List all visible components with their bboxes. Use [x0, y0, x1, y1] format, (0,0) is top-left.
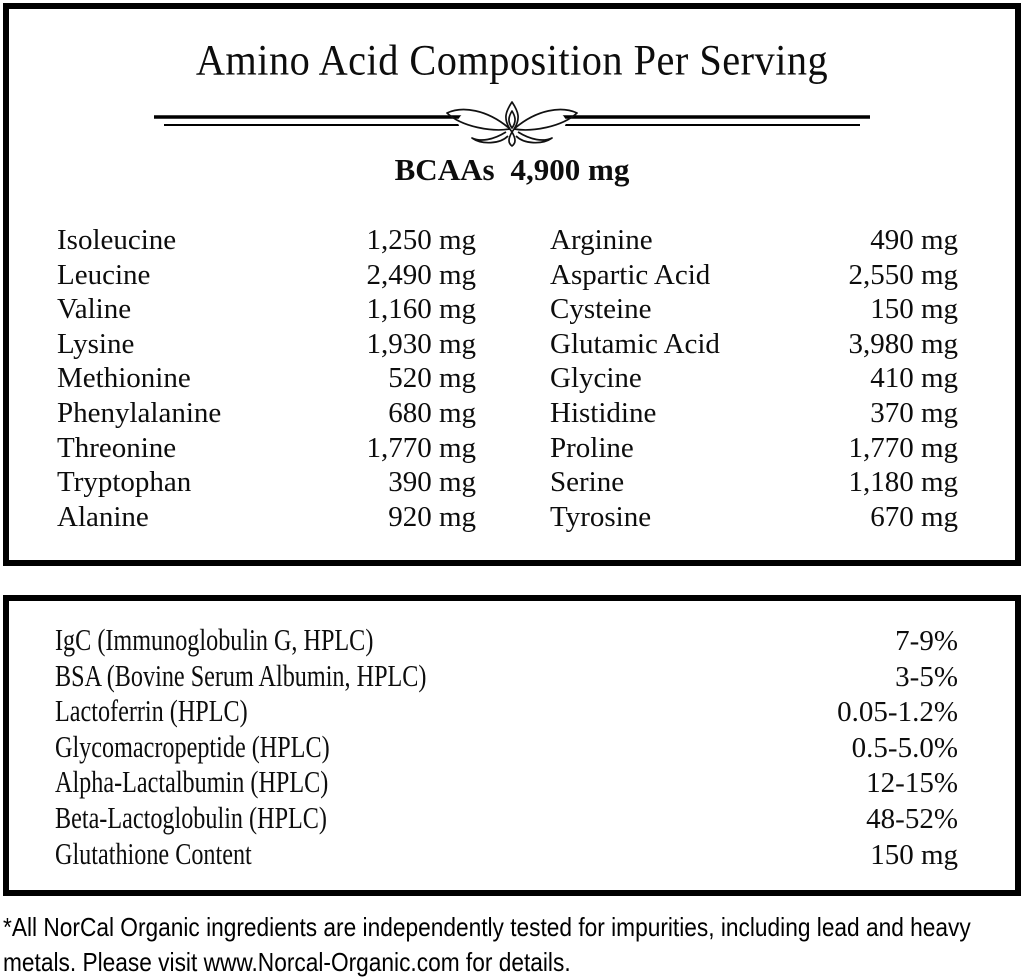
amino-value: 670 mg [870, 500, 958, 533]
amino-name: Glutamic Acid [550, 327, 720, 360]
table-row [550, 396, 958, 431]
amino-name: Isoleucine [57, 224, 177, 256]
amino-composition-panel [3, 3, 1021, 566]
table-row [55, 837, 958, 873]
fraction-value: 0.05-1.2% [837, 696, 958, 729]
amino-name: Histidine [550, 396, 657, 429]
table-row [55, 623, 958, 659]
amino-value: 410 mg [870, 362, 958, 395]
table-row [55, 730, 958, 766]
amino-value: 920 mg [388, 500, 476, 533]
amino-column-left [57, 223, 476, 534]
amino-value: 2,550 mg [848, 258, 958, 291]
amino-name: Arginine [550, 224, 653, 256]
amino-value: 1,250 mg [366, 224, 476, 256]
table-row [57, 327, 476, 362]
amino-name: Valine [57, 293, 132, 326]
fraction-value: 12-15% [866, 767, 958, 800]
amino-name: Aspartic Acid [550, 258, 711, 291]
amino-acid-table [9, 187, 1015, 534]
table-row [57, 258, 476, 293]
page-title: Amino Acid Composition Per Serving [195, 37, 829, 85]
amino-name: Serine [550, 466, 625, 499]
table-row [550, 361, 958, 396]
bcaa-total-row [9, 153, 1015, 187]
fraction-name: Beta-Lactoglobulin (HPLC) [55, 799, 327, 835]
amino-value: 370 mg [870, 396, 958, 429]
amino-name: Leucine [57, 258, 151, 291]
table-row [57, 465, 476, 500]
table-row [55, 694, 958, 730]
amino-name: Phenylalanine [57, 396, 222, 429]
amino-value: 1,930 mg [366, 327, 476, 360]
table-row [57, 500, 476, 535]
fraction-name: Glutathione Content [55, 835, 252, 871]
amino-value: 1,160 mg [366, 293, 476, 326]
table-row [550, 223, 958, 258]
table-row [55, 659, 958, 695]
table-row [550, 327, 958, 362]
fraction-value: 48-52% [866, 802, 958, 835]
table-row [55, 801, 958, 837]
table-row [57, 223, 476, 258]
amino-value: 3,980 mg [848, 327, 958, 360]
amino-value: 1,180 mg [848, 466, 958, 499]
bcaa-label: BCAAs [394, 152, 495, 187]
protein-fractions-panel [3, 595, 1021, 896]
amino-name: Threonine [57, 431, 177, 464]
footnote: *All NorCal Organic ingredients are independently tested for impurities, including lead and heavy metals. Please visit www.Norcal-Organic.com for details. [3, 912, 971, 977]
table-row [550, 258, 958, 293]
fraction-name: Glycomacropeptide (HPLC) [55, 728, 330, 764]
table-row [57, 431, 476, 466]
table-row [550, 431, 958, 466]
amino-name: Tryptophan [57, 466, 192, 499]
table-row [550, 465, 958, 500]
amino-name: Glycine [550, 362, 642, 395]
fraction-value: 150 mg [870, 838, 958, 871]
amino-name: Methionine [57, 362, 191, 395]
amino-name: Tyrosine [550, 500, 652, 533]
table-row [550, 500, 958, 535]
fraction-name: Lactoferrin (HPLC) [55, 693, 248, 729]
amino-name: Alanine [57, 500, 149, 533]
amino-value: 680 mg [388, 396, 476, 429]
table-row [55, 765, 958, 801]
table-row [550, 292, 958, 327]
fraction-name: IgC (Immunoglobulin G, HPLC) [55, 622, 374, 657]
amino-name: Proline [550, 431, 634, 464]
amino-name: Cysteine [550, 293, 652, 326]
lotus-flourish-icon [154, 101, 870, 147]
amino-name: Lysine [57, 327, 135, 360]
fraction-value: 7-9% [895, 625, 958, 657]
amino-value: 150 mg [870, 293, 958, 326]
fraction-name: BSA (Bovine Serum Albumin, HPLC) [55, 657, 427, 693]
table-row [57, 361, 476, 396]
amino-value: 490 mg [870, 224, 958, 256]
amino-value: 520 mg [388, 362, 476, 395]
fraction-value: 0.5-5.0% [851, 731, 958, 764]
fraction-value: 3-5% [895, 660, 958, 693]
table-row [57, 292, 476, 327]
bcaa-value: 4,900 mg [510, 152, 630, 187]
amino-value: 1,770 mg [848, 431, 958, 464]
amino-value: 2,490 mg [366, 258, 476, 291]
amino-value: 390 mg [388, 466, 476, 499]
amino-column-right [550, 223, 958, 534]
amino-value: 1,770 mg [366, 431, 476, 464]
table-row [57, 396, 476, 431]
fraction-name: Alpha-Lactalbumin (HPLC) [55, 764, 329, 800]
